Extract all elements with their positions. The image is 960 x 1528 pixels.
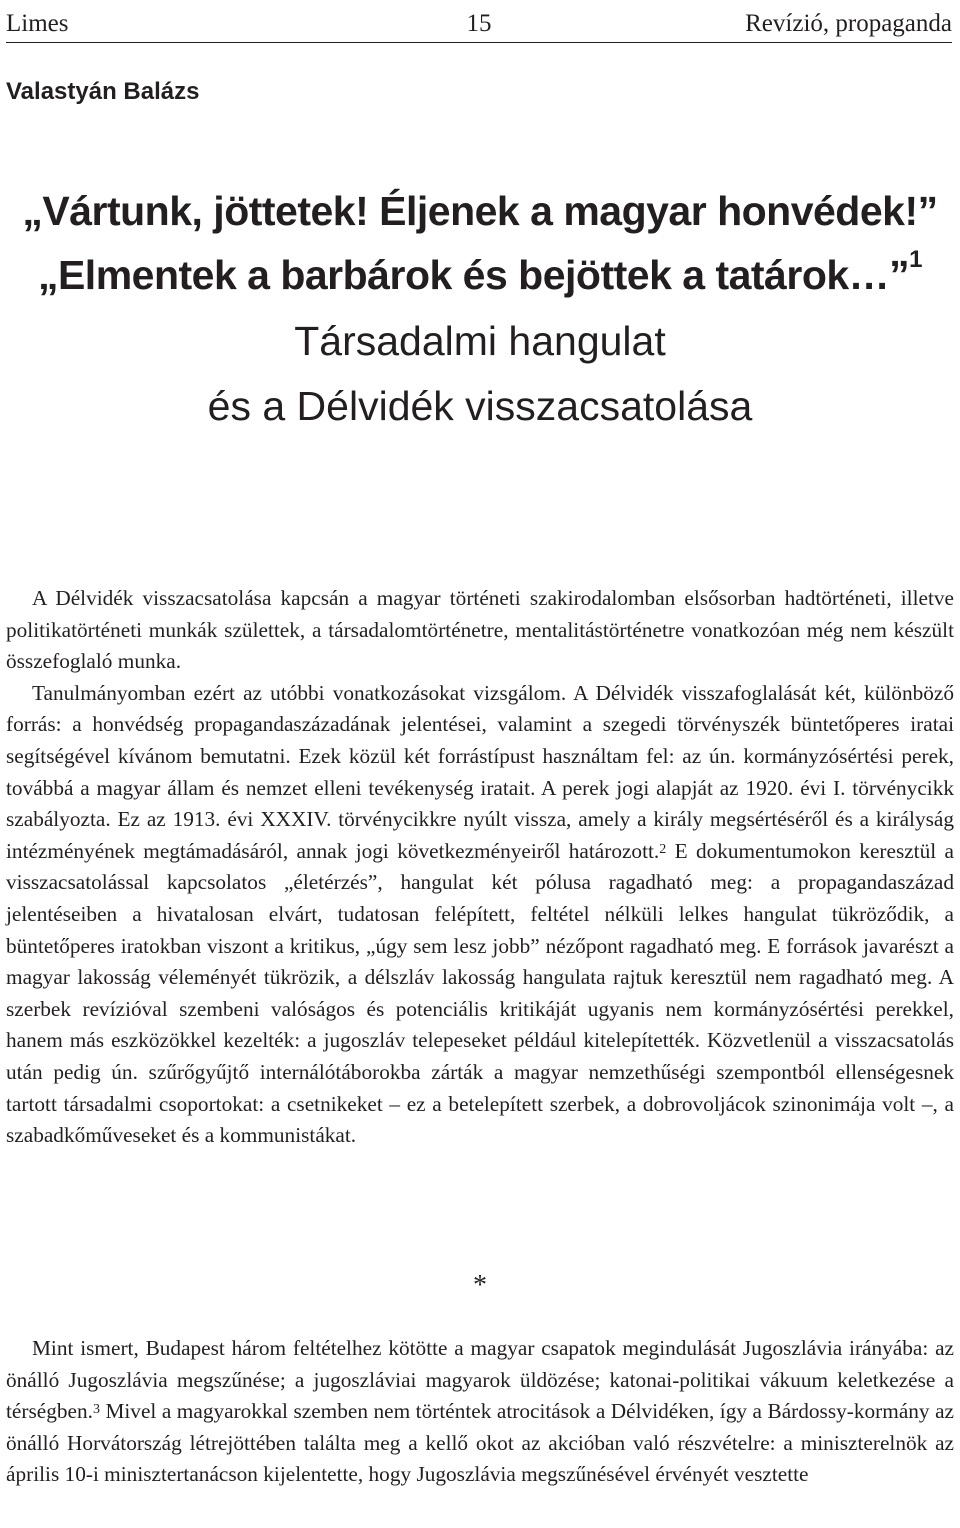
abstract-paragraph-2-part-1: Tanulmányomban ezért az utóbbi vonatkozásokat vizsgálom. A Délvidék visszafoglalását két, különböző forrás: a honvédség propagandaszázadának jelentései, valamint a szegedi törvényszék büntetőperes iratai segítségével kívánom bemutatni. Ezek közül két forrástípust használtam fel: az ún. kormányzósértési perek, továbbá a magyar állam és nemzet elleni tevékenység iratait. A perek jogi alapját az 1920. évi I. törvénycikk szabályozta. Ez az 1913. évi XXXIV. törvénycikkre nyúlt vissza, amely a király megsértéséről és a királyság intézményének megtámadásáról, annak jogi következményeiről határozott. [6,680,954,863]
abstract-paragraph-2 [6,678,954,1152]
running-header [6,6,952,43]
footnote-marker-3[interactable]: 3 [92,1402,100,1418]
main-paragraph-1-part-1: Mint ismert, Budapest három feltételhez kötötte a magyar csapatok megindulását Jugoszlávia irányába: az önálló Jugoszlávia megszűnése; a jugoszláviai magyarok üldözése; katonai-politikai vákuum keletkezése a térségben. [6,1336,954,1424]
section-name: Revízió, propaganda [745,10,952,37]
title-line-1: „Vártunk, jöttetek! Éljenek a magyar honvédek!” [22,188,938,234]
abstract-paragraph-2-part-2: E dokumentumokon keresztül a visszacsatolással kapcsolatos „életérzés”, hangulat két pólusa ragadható meg: a propagandaszázad jelentéseiben a hivatalosan elvárt, tudatosan felépített, feltétel nélküli lelkes hangulat tükröződik, a büntetőperes iratokban viszont a kritikus, „úgy sem lesz jobb” nézőpont ragadható meg. E források javarészt a magyar lakosság véleményét tükrözik, a délszláv lakosság hangulata rajtuk keresztül nem ragadható meg. A szerbek revízióval szembeni valóságos és potenciális kritikáját ugyanis nem kormányzósértési perekkel, hanem más eszközökkel kezelték: a jugoszláv telepeseket például kitelepítették. Közvetlenül a visszacsatolás után pedig ún. szűrőgyűjtő internálótáborokba zárták a magyar nemzethűségi szempontból ellenségesnek tartott társadalmi csoportokat: a csetnikeket – ez a betelepített szerbek, a dobrovoljácok szinonimája volt –, a szabadkőműveseket és a kommunistákat. [6,838,954,1148]
title-line-2 [0,246,960,299]
subtitle-line-1: Társadalmi hangulat [294,318,666,364]
journal-name: Limes [6,10,69,37]
subtitle-line-2: és a Délvidék visszacsatolása [207,383,753,429]
footnote-marker-2[interactable]: 2 [659,841,667,857]
author-name: Valastyán Balázs [6,78,200,105]
section-separator: * [473,1270,487,1301]
main-paragraph-1 [6,1333,954,1491]
abstract [6,583,954,1152]
main-text [6,1333,954,1491]
main-paragraph-1-part-2: Mivel a magyarokkal szemben nem történtek atrocitások a Délvidéken, így a Bárdossy-kormány az önálló Horvátország létrejöttében találta meg a kellő okot az akcióban való részvételre: a miniszterelnök az április 10-i minisztertanácson kijelentette, hogy Jugoszlávia megszűnésével érvényét vesztette [6,1399,954,1487]
page-number: 15 [466,10,492,37]
title-line-2-text: „Elmentek a barbárok és bejöttek a tatárok…” [37,252,910,298]
abstract-paragraph-1: A Délvidék visszacsatolása kapcsán a magyar történeti szakirodalomban elsősorban hadtörténeti, illetve politikatörténeti munkák születtek, a társadalomtörténetre, mentalitástörténetre vonatkozóan még nem készült összefoglaló munka. [6,586,954,674]
footnote-marker-1[interactable]: 1 [909,246,923,273]
